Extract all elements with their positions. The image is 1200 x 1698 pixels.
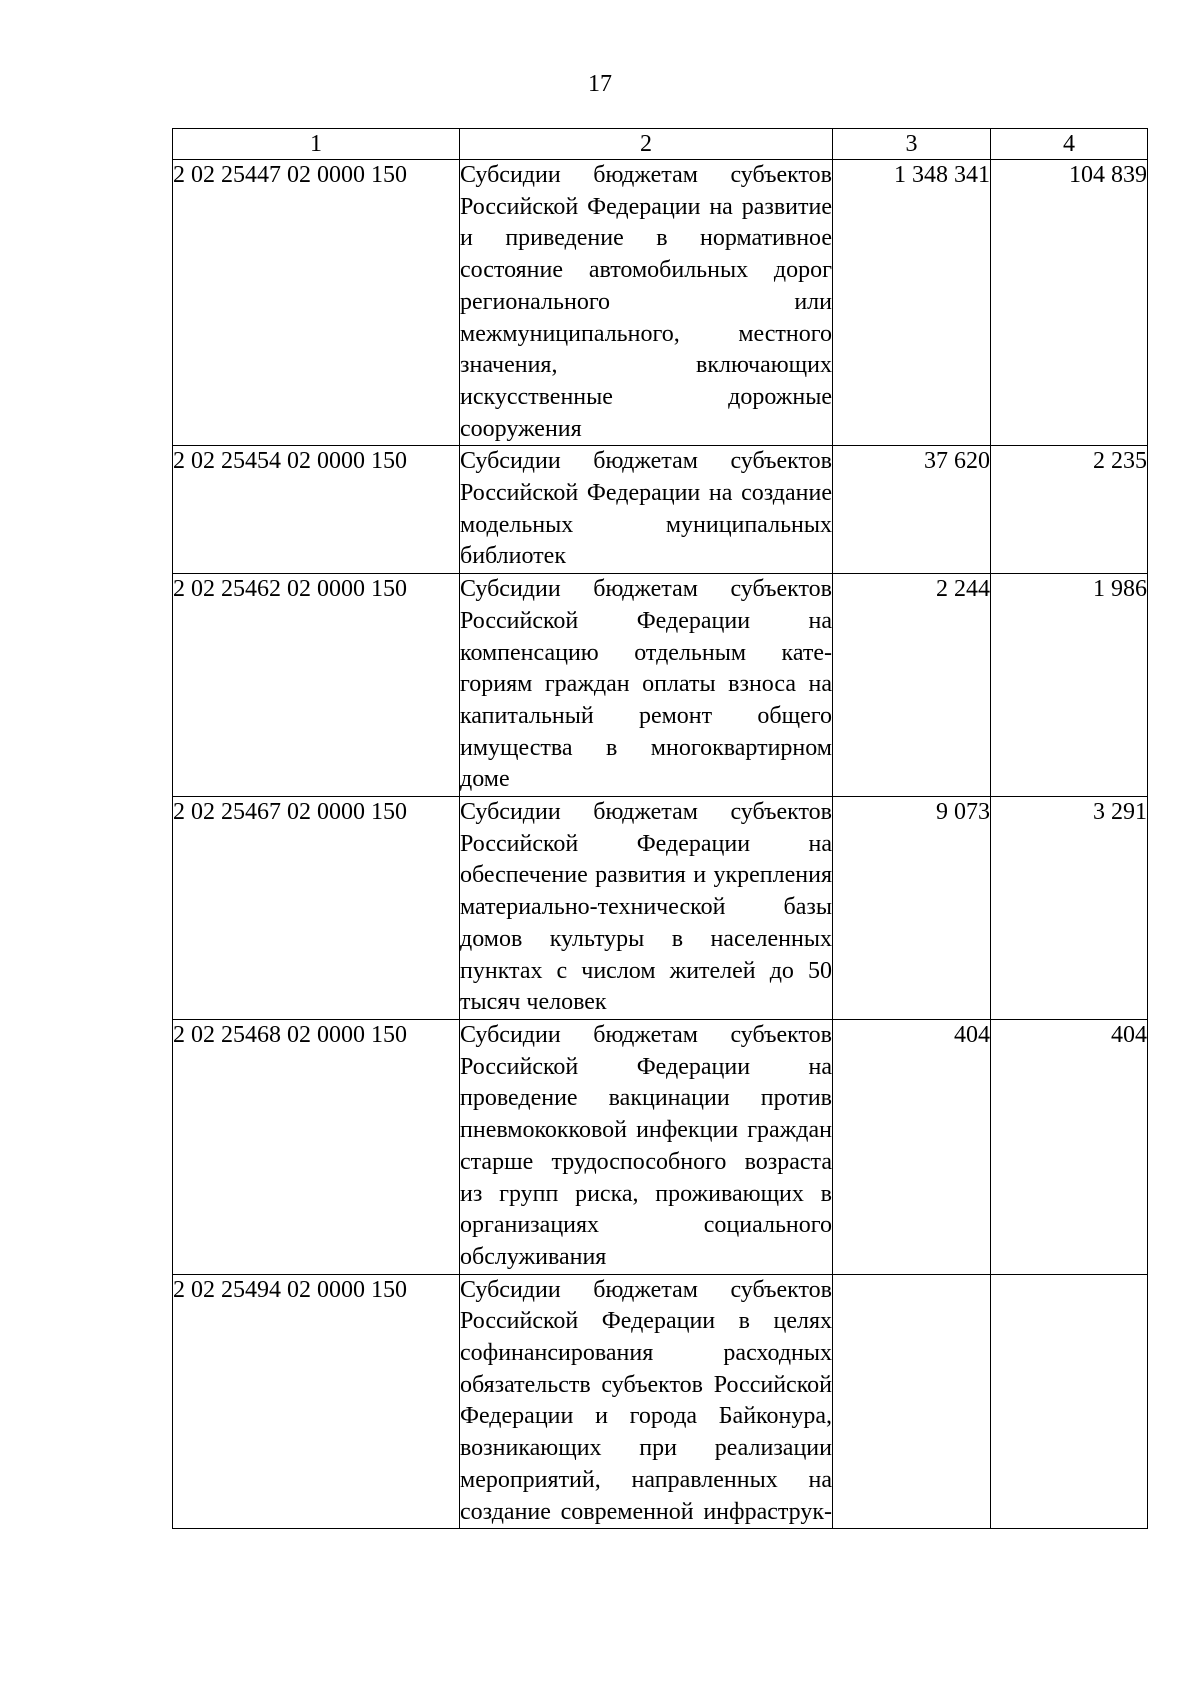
table-row [173,574,1148,797]
description-cell: Субсидии бюджетам субъектов Российской Федерации в целях софинансирования расходных обязательств субъектов Российской Федерации и города Байконура, возникающих при реализации мероприятий, направленных на создание современной инфраструк- [460,1274,833,1529]
budget-code-cell: 2 02 25468 02 0000 150 [173,1019,460,1274]
description-cell: Субсидии бюджетам субъектов Российской Федерации на создание модельных муниципальных библиотек [460,446,833,574]
value-column-4-cell: 104 839 [991,160,1148,446]
value-column-4-cell: 2 235 [991,446,1148,574]
value-column-3-cell: 37 620 [833,446,991,574]
description-cell: Субсидии бюджетам субъектов Российской Федерации на компенсацию отдельным категориям граждан оплаты взноса на капитальный ремонт общего имущества в многоквартирном доме [460,574,833,797]
column-header-4: 4 [991,129,1148,160]
table-row [173,1019,1148,1274]
value-column-3-cell: 404 [833,1019,991,1274]
column-header-2: 2 [460,129,833,160]
value-column-4-cell [991,1274,1148,1529]
table-header-row [173,129,1148,160]
budget-code-cell: 2 02 25494 02 0000 150 [173,1274,460,1529]
page-number: 17 [588,71,612,97]
column-header-1: 1 [173,129,460,160]
budget-code-cell: 2 02 25467 02 0000 150 [173,797,460,1020]
value-column-4-cell: 3 291 [991,797,1148,1020]
value-column-4-cell: 1 986 [991,574,1148,797]
budget-code-cell: 2 02 25462 02 0000 150 [173,574,460,797]
description-cell: Субсидии бюджетам субъектов Российской Федерации на обеспечение развития и укрепления материально-технической базы домов культуры в населенных пунктах с числом жителей до 50 тысяч человек [460,797,833,1020]
budget-code-cell: 2 02 25447 02 0000 150 [173,160,460,446]
budget-table [172,128,1148,1529]
table-row [173,160,1148,446]
value-column-3-cell: 2 244 [833,574,991,797]
budget-code-cell: 2 02 25454 02 0000 150 [173,446,460,574]
value-column-3-cell [833,1274,991,1529]
description-cell: Субсидии бюджетам субъектов Российской Федерации на развитие и приведение в нормативное состояние автомобильных дорог регионального или межмуниципального, местного значения, включающих искусственные дорожные сооружения [460,160,833,446]
table-row [173,446,1148,574]
value-column-4-cell: 404 [991,1019,1148,1274]
column-header-3: 3 [833,129,991,160]
description-cell: Субсидии бюджетам субъектов Российской Федерации на проведение вакцинации против пневмококковой инфекции граждан старше трудоспособного возраста из групп риска, проживающих в организациях социального обслуживания [460,1019,833,1274]
table-row [173,1274,1148,1529]
table-row [173,797,1148,1020]
value-column-3-cell: 9 073 [833,797,991,1020]
value-column-3-cell: 1 348 341 [833,160,991,446]
